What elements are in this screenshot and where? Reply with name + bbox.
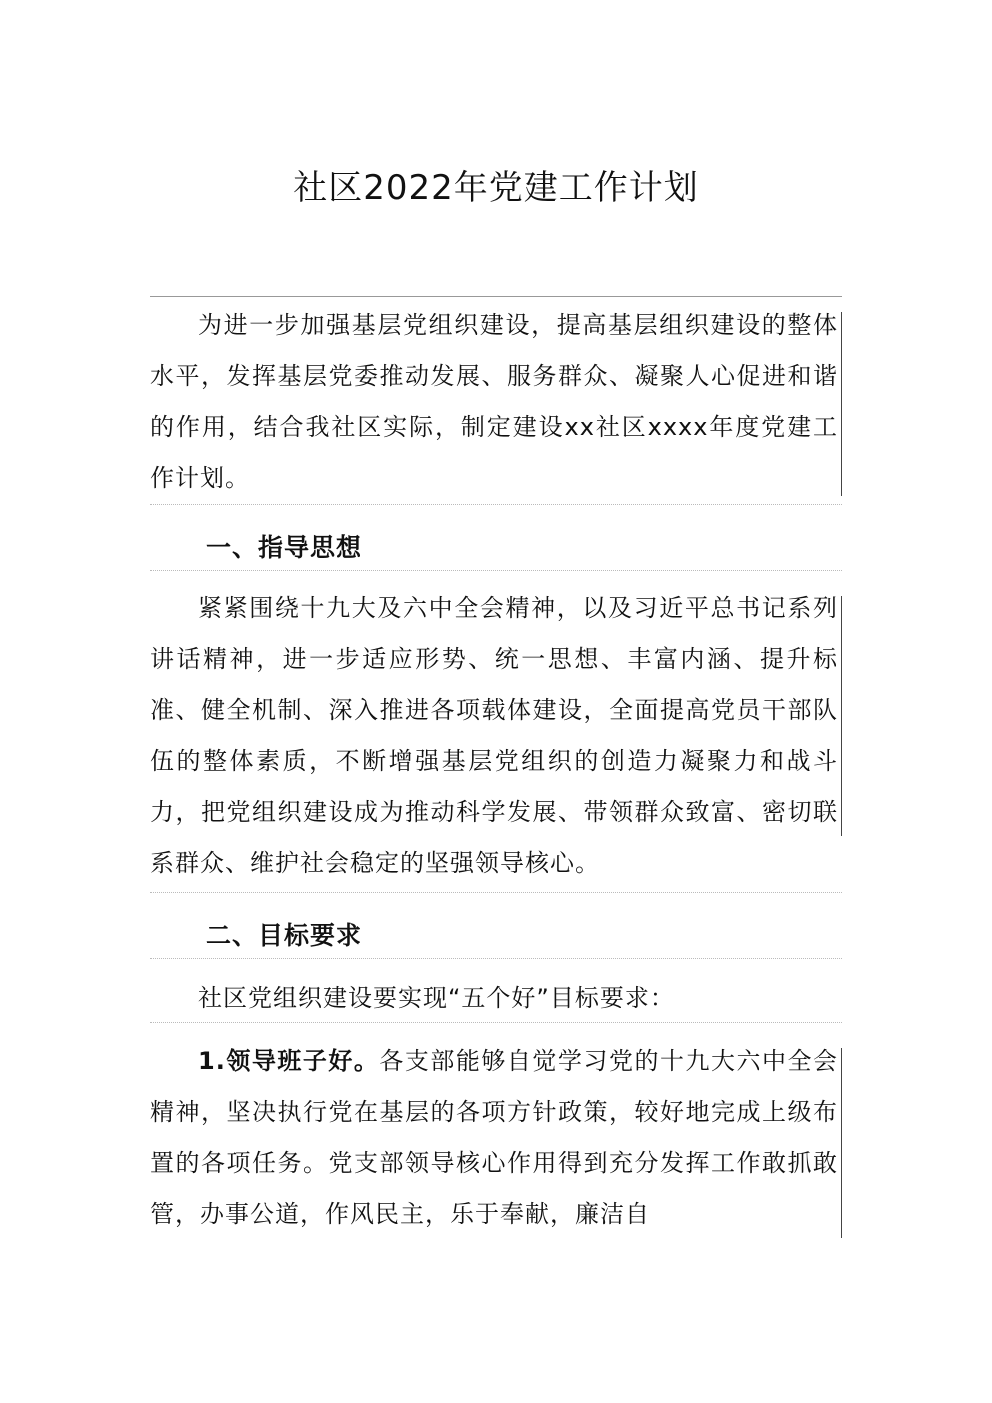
margin-edge <box>841 1048 842 1238</box>
section-heading: 二、目标要求 <box>206 921 363 950</box>
margin-edge <box>841 312 842 496</box>
divider <box>150 1022 842 1023</box>
list-item-lead: 1.领导班子好。 <box>198 1047 380 1075</box>
list-item-text: 各支部能够自觉学习党的十九大六中全会精神，坚决执行党在基层的各项方针政策，较好地完成上级布置的各项任务。党支部领导核心作用得到充分发挥工作敢抓敢管，办事公道，作风民主，乐于奉献，廉洁自 <box>150 1047 838 1228</box>
intro-paragraph: 为进一步加强基层党组织建设，提高基层组织建设的整体水平，发挥基层党委推动发展、服务群众、凝聚人心促进和谐的作用，结合我社区实际，制定建设xx社区xxxx年度党建工作计划。 <box>150 311 838 492</box>
list-item <box>150 1036 838 1240</box>
divider <box>150 296 842 297</box>
document-title: 社区2022年党建工作计划 <box>293 168 699 208</box>
section-heading: 一、指导思想 <box>206 533 363 562</box>
divider <box>150 958 842 959</box>
divider <box>150 892 842 893</box>
divider <box>150 570 842 571</box>
divider <box>150 504 842 505</box>
section-body: 紧紧围绕十九大及六中全会精神，以及习近平总书记系列讲话精神，进一步适应形势、统一思想、丰富内涵、提升标准、健全机制、深入推进各项载体建设，全面提高党员干部队伍的整体素质，不断增强基层党组织的创造力凝聚力和战斗力，把党组织建设成为推动科学发展、带领群众致富、密切联系群众、维护社会稳定的坚强领导核心。 <box>150 594 838 877</box>
margin-edge <box>841 596 842 836</box>
section-body: 社区党组织建设要实现“五个好”目标要求： <box>198 984 675 1012</box>
